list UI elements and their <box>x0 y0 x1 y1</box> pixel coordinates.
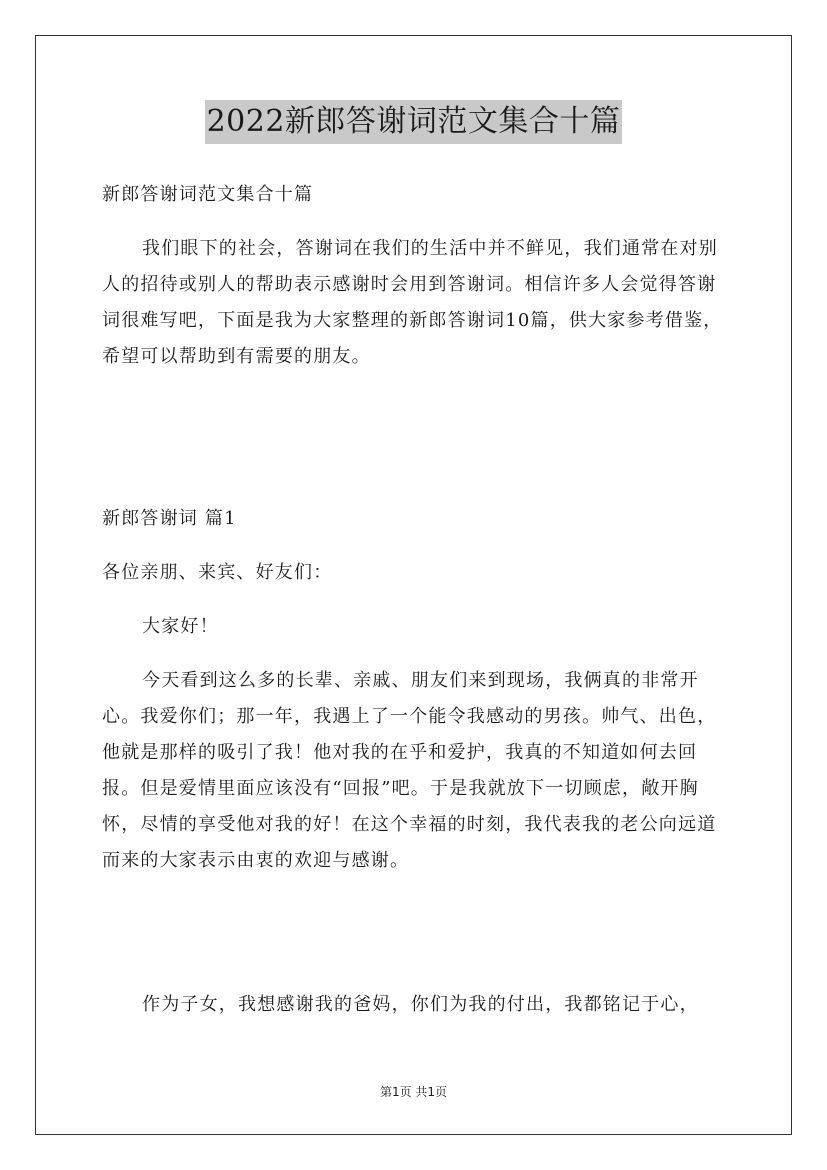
subtitle: 新郎答谢词范文集合十篇 <box>102 184 314 205</box>
section-heading: 新郎答谢词 篇1 <box>102 508 237 529</box>
greeting: 大家好！ <box>142 616 219 637</box>
page-footer: 第1页 共1页 <box>379 1085 448 1099</box>
intro-paragraph: 我们眼下的社会，答谢词在我们的生活中并不鲜见，我们通常在对别人的招待或别人的帮助表示感谢时会用到答谢词。相信许多人会觉得答谢词很难写吧，下面是我为大家整理的新郎答谢词10篇，供大家参考借鉴，希望可以帮助到有需要的朋友。 <box>102 238 723 367</box>
title-container <box>0 100 827 144</box>
salutation: 各位亲朋、来宾、好友们： <box>102 562 333 583</box>
body-paragraph-2: 作为子女，我想感谢我的爸妈，你们为我的付出，我都铭记于心， <box>142 994 699 1015</box>
document-title: 2022新郎答谢词范文集合十篇 <box>205 100 623 144</box>
body-paragraph-1: 今天看到这么多的长辈、亲戚、朋友们来到现场，我俩真的非常开心。我爱你们；那一年，我遇上了一个能令我感动的男孩。帅气、出色，他就是那样的吸引了我！他对我的在乎和爱护，我真的不知道如何去回报。但是爱情里面应该没有“回报”吧。于是我就放下一切顾虑，敞开胸怀，尽情的享受他对我的好！在这个幸福的时刻，我代表我的老公向远道而来的大家表示由衷的欢迎与感谢。 <box>102 670 717 871</box>
